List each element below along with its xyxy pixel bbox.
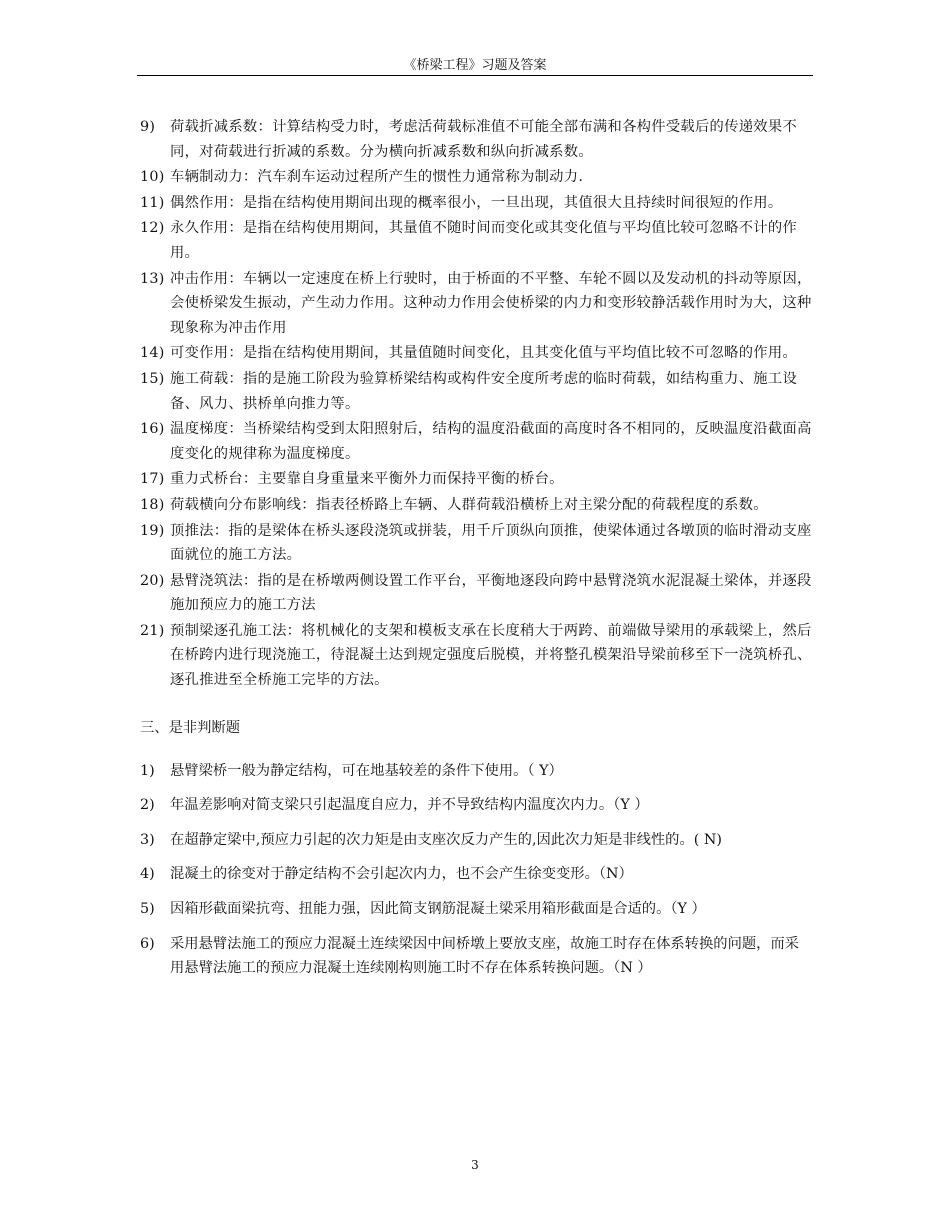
running-header: 《桥梁工程》习题及答案 <box>403 58 547 73</box>
item-text: 冲击作用：车辆以一定速度在桥上行驶时，由于桥面的不平整、车轮不圆以及发动机的抖动等原因，会使桥梁发生振动，产生动力作用。这种动力作用会使桥梁的内力和变形较静活载作用时为大，这种现象称为冲击作用 <box>170 270 812 336</box>
item-text: 预制梁逐孔施工法：将机械化的支架和模板支承在长度稍大于两跨、前端做导梁用的承载梁上，然后在桥跨内进行现浇施工，待混凝土达到规定强度后脱模，并将整孔模架沿导梁前移至下一浇筑桥孔、逐孔推进至全桥施工完毕的方法。 <box>170 622 812 689</box>
item-number: 10) <box>140 169 165 186</box>
list-item <box>140 467 812 492</box>
item-text: 荷载折减系数：计算结构受力时，考虑活荷载标准值不可能全部布满和各构件受载后的传递效果不同，对荷载进行折减的系数。分为横向折减系数和纵向折减系数。 <box>170 119 798 160</box>
section-heading: 三、是非判断题 <box>140 719 241 736</box>
list-item <box>140 897 812 922</box>
item-number: 6) <box>140 935 155 952</box>
item-number: 2) <box>140 797 155 814</box>
list-item <box>140 793 812 818</box>
list-item <box>140 165 812 190</box>
item-text: 因箱形截面梁抗弯、扭能力强，因此简支钢筋混凝土梁采用箱形截面是合适的。（Y ） <box>170 901 706 918</box>
item-text: 车辆制动力：汽车刹车运动过程所产生的惯性力通常称为制动力. <box>170 169 584 186</box>
page-number: 3 <box>471 1158 479 1172</box>
list-item <box>140 417 812 466</box>
item-text: 顶推法：指的是梁体在桥头逐段浇筑或拼装，用千斤顶纵向顶推，使梁体通过各墩顶的临时滑动支座面就位的施工方法。 <box>170 522 812 564</box>
list-item <box>140 216 812 265</box>
item-text: 永久作用：是指在结构使用期间，其量值不随时间而变化或其变化值与平均值比较可忽略不计的作用。 <box>170 220 798 261</box>
item-number: 19) <box>140 522 165 539</box>
definition-list <box>140 115 812 693</box>
item-text: 温度梯度：当桥梁结构受到太阳照射后，结构的温度沿截面的高度时各不相同的，反映温度沿截面高度变化的规律称为温度梯度。 <box>170 421 812 462</box>
list-item <box>140 493 812 518</box>
list-item <box>140 862 812 887</box>
list-item <box>140 569 812 618</box>
list-item <box>140 341 812 366</box>
list-item <box>140 828 812 853</box>
header-rule <box>137 75 813 76</box>
item-text: 悬臂梁桥一般为静定结构，可在地基较差的条件下使用。（ Y） <box>170 762 563 779</box>
item-number: 5) <box>140 901 155 918</box>
item-text: 在超静定梁中,预应力引起的次力矩是由支座次反力产生的,因此次力矩是非线性的。( N) <box>170 831 722 848</box>
item-text: 偶然作用：是指在结构使用期间出现的概率很小，一旦出现，其值很大且持续时间很短的作用。 <box>170 194 783 211</box>
list-item <box>140 115 812 164</box>
item-text: 年温差影响对简支梁只引起温度自应力，并不导致结构内温度次内力。（Y ） <box>170 797 649 814</box>
item-text: 荷载横向分布影响线：指表径桥路上车辆、人群荷载沿横桥上对主梁分配的荷载程度的系数。 <box>170 496 768 513</box>
item-number: 16) <box>140 421 165 438</box>
item-number: 21) <box>140 622 165 639</box>
item-number: 4) <box>140 866 155 883</box>
item-number: 14) <box>140 345 165 362</box>
list-item <box>140 759 812 784</box>
page-content <box>140 115 812 991</box>
item-text: 悬臂浇筑法：指的是在桥墩两侧设置工作平台，平衡地逐段向跨中悬臂浇筑水泥混凝土梁体，并逐段施加预应力的施工方法 <box>170 572 812 614</box>
item-text: 可变作用：是指在结构使用期间，其量值随时间变化，且其变化值与平均值比较不可忽略的作用。 <box>170 345 798 362</box>
item-text: 重力式桥台：主要靠自身重量来平衡外力而保持平衡的桥台。 <box>170 471 564 488</box>
item-number: 17) <box>140 471 165 488</box>
list-item <box>140 367 812 416</box>
item-number: 12) <box>140 220 165 237</box>
item-text: 混凝土的徐变对于静定结构不会引起次内力，也不会产生徐变变形。（N） <box>170 866 633 883</box>
list-item <box>140 267 812 341</box>
true-false-list <box>140 759 812 981</box>
item-number: 20) <box>140 572 165 589</box>
list-item <box>140 519 812 568</box>
item-number: 11) <box>140 194 165 211</box>
list-item <box>140 932 812 981</box>
item-number: 15) <box>140 370 165 387</box>
list-item <box>140 619 812 693</box>
item-number: 9) <box>140 119 156 135</box>
list-item <box>140 191 812 216</box>
item-number: 18) <box>140 496 165 513</box>
item-number: 1) <box>140 762 155 779</box>
item-text: 施工荷载：指的是施工阶段为验算桥梁结构或构件安全度所考虑的临时荷载，如结构重力、施工设备、风力、拱桥单向推力等。 <box>170 370 798 412</box>
item-text: 采用悬臂法施工的预应力混凝土连续梁因中间桥墩上要放支座，故施工时存在体系转换的问题，而采用悬臂法施工的预应力混凝土连续刚构则施工时不存在体系转换问题。（N ） <box>170 935 800 977</box>
item-number: 3) <box>140 831 155 848</box>
item-number: 13) <box>140 270 165 287</box>
